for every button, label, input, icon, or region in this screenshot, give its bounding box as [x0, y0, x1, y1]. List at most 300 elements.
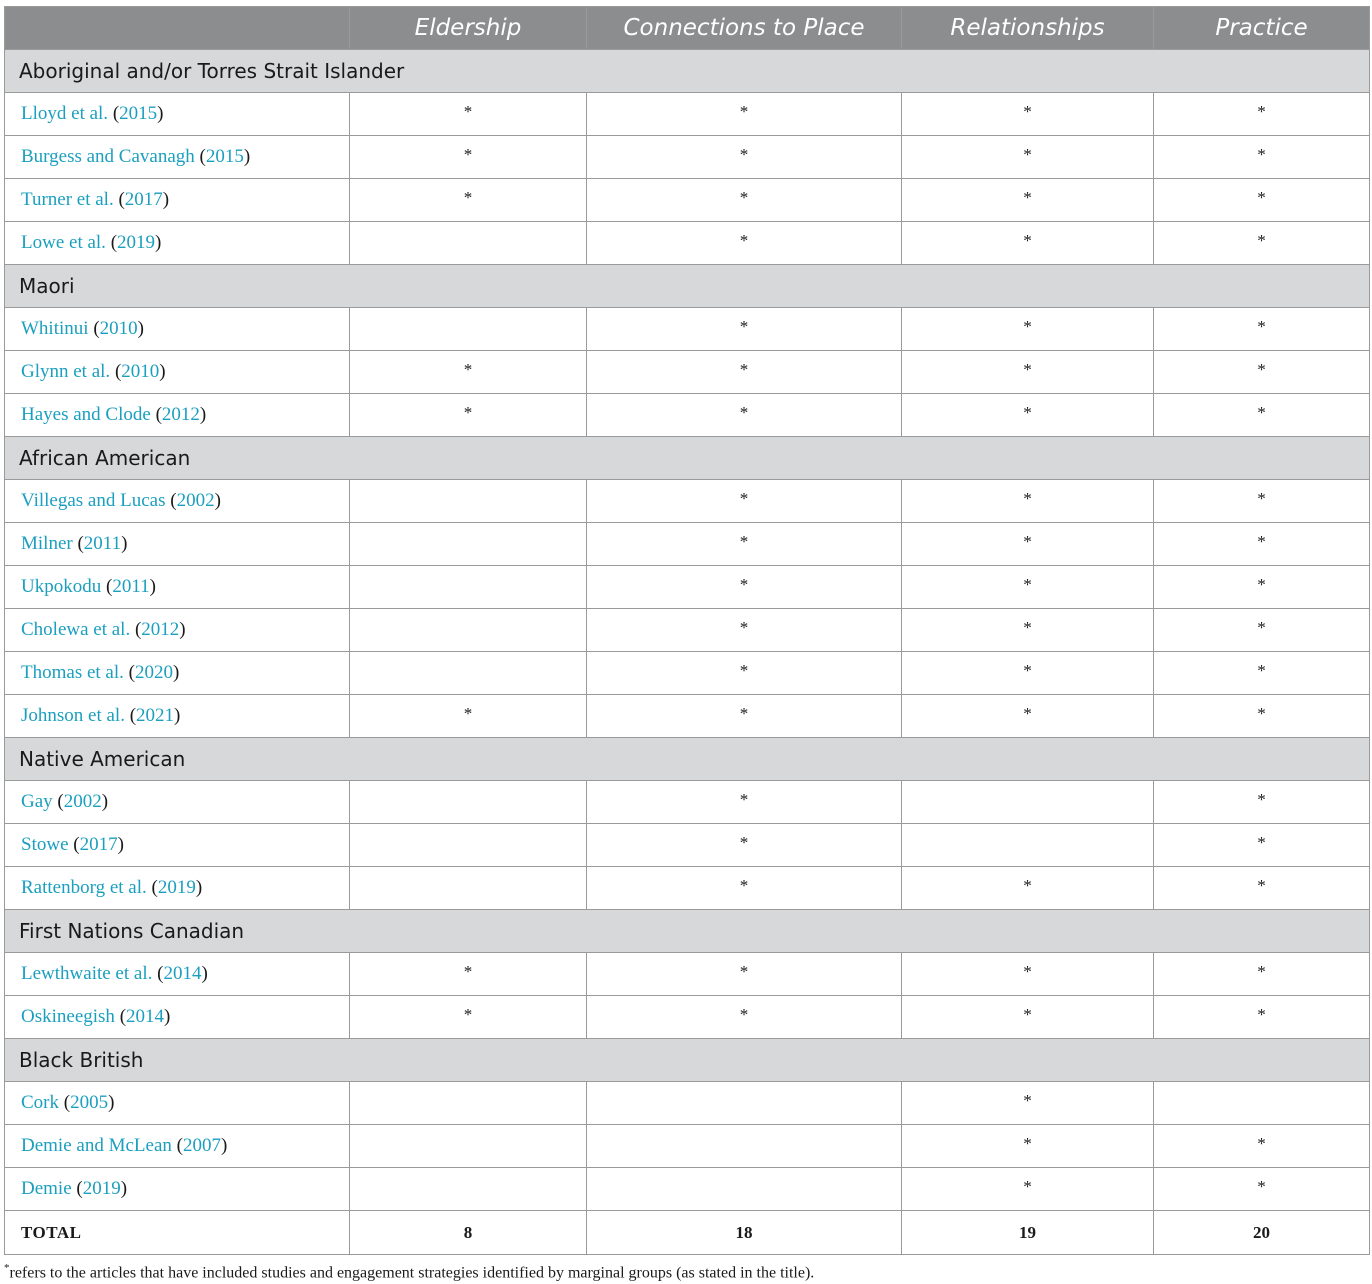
mark-cell	[350, 609, 587, 652]
citation-year-link[interactable]: 2020	[134, 662, 173, 683]
asterisk-mark: *	[739, 962, 749, 981]
citation-cell	[5, 609, 350, 652]
group-header-row	[5, 265, 1370, 308]
mark-cell	[1154, 1082, 1370, 1125]
asterisk-mark: *	[1023, 403, 1032, 422]
paren-close: )	[199, 404, 207, 425]
citation-cell	[5, 1082, 350, 1125]
paren-close: )	[157, 103, 164, 124]
citation-year-link[interactable]: 2017	[124, 189, 163, 210]
asterisk-mark: *	[1257, 489, 1266, 508]
table-row	[5, 308, 1370, 351]
mark-cell	[350, 781, 587, 824]
paren-open: (	[59, 1092, 71, 1113]
asterisk-mark: *	[739, 790, 749, 809]
total-value: 18	[587, 1211, 902, 1255]
citation-author-link[interactable]: Ukpokodu	[21, 576, 102, 597]
mark-cell	[350, 179, 587, 222]
asterisk-mark: *	[1257, 661, 1266, 680]
paren-open: (	[150, 404, 162, 425]
table-row	[5, 609, 1370, 652]
asterisk-mark: *	[1257, 231, 1266, 250]
paren-open: (	[113, 189, 125, 210]
citation-cell	[5, 867, 350, 910]
mark-cell	[350, 308, 587, 351]
table-row	[5, 695, 1370, 738]
total-value: 19	[902, 1211, 1154, 1255]
paren-open: (	[114, 1006, 127, 1027]
citation-year-link[interactable]: 2019	[117, 232, 156, 253]
mark-cell	[350, 566, 587, 609]
total-value: 8	[350, 1211, 587, 1255]
mark-cell	[902, 394, 1154, 437]
mark-cell	[350, 351, 587, 394]
mark-cell	[1154, 136, 1370, 179]
table-row	[5, 1125, 1370, 1168]
mark-cell	[587, 695, 902, 738]
citation-author-link[interactable]: Cork	[21, 1092, 59, 1113]
table-row	[5, 996, 1370, 1039]
mark-cell	[902, 179, 1154, 222]
citation-cell	[5, 566, 350, 609]
mark-cell	[587, 136, 902, 179]
asterisk-mark: *	[1257, 575, 1266, 594]
mark-cell	[587, 93, 902, 136]
citation-author-link[interactable]: Lewthwaite et al.	[21, 963, 153, 984]
asterisk-mark: *	[1023, 489, 1032, 508]
asterisk-mark: *	[1023, 360, 1032, 379]
mark-cell	[587, 308, 902, 351]
mark-cell	[587, 566, 902, 609]
citation-cell	[5, 695, 350, 738]
citation-cell	[5, 824, 350, 867]
group-header-row	[5, 910, 1370, 953]
asterisk-mark: *	[1257, 1177, 1266, 1196]
paren-open: (	[71, 1178, 83, 1199]
total-value: 20	[1154, 1211, 1370, 1255]
citation-cell	[5, 136, 350, 179]
mark-cell	[1154, 781, 1370, 824]
citation-cell	[5, 394, 350, 437]
mark-cell	[587, 953, 902, 996]
mark-cell	[350, 1125, 587, 1168]
table-row	[5, 394, 1370, 437]
mark-cell	[902, 824, 1154, 867]
paren-close: )	[243, 146, 251, 167]
mark-cell	[587, 1082, 902, 1125]
mark-cell	[350, 136, 587, 179]
asterisk-mark: *	[1023, 532, 1032, 551]
citation-cell	[5, 953, 350, 996]
table-row	[5, 222, 1370, 265]
asterisk-mark: *	[1257, 532, 1266, 551]
mark-cell	[902, 867, 1154, 910]
mark-cell	[902, 480, 1154, 523]
asterisk-mark: *	[739, 403, 749, 422]
mark-cell	[587, 1125, 902, 1168]
citation-author-link[interactable]: Glynn et al.	[21, 361, 111, 382]
mark-cell	[902, 1168, 1154, 1211]
asterisk-mark: *	[1023, 661, 1032, 680]
asterisk-mark: *	[463, 403, 473, 422]
mark-cell	[350, 867, 587, 910]
citation-author-link[interactable]: Rattenborg et al.	[21, 877, 147, 898]
citation-year-link[interactable]: 2011	[112, 576, 150, 597]
citation-cell	[5, 93, 350, 136]
paren-close: )	[159, 361, 166, 382]
table-row	[5, 781, 1370, 824]
paren-close: )	[108, 1092, 115, 1113]
paren-close: )	[164, 1006, 171, 1027]
footnote-text: refers to the articles that have included studies and engagement strategies identified by marginal groups (as stated in the title).	[9, 1264, 815, 1282]
asterisk-mark: *	[739, 575, 749, 594]
citation-year-link[interactable]: 2002	[176, 490, 215, 511]
asterisk-mark: *	[739, 532, 749, 551]
table-row	[5, 179, 1370, 222]
paren-close: )	[174, 705, 181, 726]
asterisk-mark: *	[739, 231, 749, 250]
citation-author-link[interactable]: Milner	[21, 533, 73, 554]
asterisk-mark: *	[739, 317, 749, 336]
citation-cell	[5, 480, 350, 523]
paren-close: )	[201, 963, 208, 984]
mark-cell	[902, 351, 1154, 394]
citation-year-link[interactable]: 2014	[126, 1006, 165, 1027]
mark-cell	[350, 1082, 587, 1125]
citation-year-link[interactable]: 2021	[136, 705, 175, 726]
asterisk-mark: *	[1023, 317, 1032, 336]
paren-close: )	[172, 662, 180, 683]
mark-cell	[1154, 824, 1370, 867]
mark-cell	[587, 394, 902, 437]
citation-cell	[5, 781, 350, 824]
group-name: Black British	[5, 1039, 1370, 1082]
mark-cell	[350, 523, 587, 566]
mark-cell	[902, 222, 1154, 265]
mark-cell	[1154, 179, 1370, 222]
mark-cell	[350, 996, 587, 1039]
asterisk-mark: *	[1257, 790, 1266, 809]
mark-cell	[1154, 1125, 1370, 1168]
asterisk-mark: *	[739, 876, 749, 895]
paren-open: (	[88, 318, 100, 339]
mark-cell	[587, 996, 902, 1039]
asterisk-mark: *	[739, 489, 749, 508]
citation-year-link[interactable]: 2012	[141, 619, 180, 640]
asterisk-mark: *	[1257, 876, 1266, 895]
group-header-row	[5, 1039, 1370, 1082]
asterisk-mark: *	[739, 1005, 749, 1024]
mark-cell	[902, 523, 1154, 566]
paren-close: )	[117, 834, 124, 855]
asterisk-mark: *	[739, 661, 749, 680]
table-header	[5, 7, 1370, 50]
table-row	[5, 523, 1370, 566]
paren-close: )	[195, 877, 203, 898]
paren-close: )	[214, 490, 221, 511]
table-row	[5, 953, 1370, 996]
paren-open: (	[72, 533, 84, 554]
mark-cell	[1154, 652, 1370, 695]
mark-cell	[350, 394, 587, 437]
header-connections-to-place: Connections to Place	[587, 7, 902, 50]
paren-open: (	[130, 619, 142, 640]
asterisk-mark: *	[463, 188, 473, 207]
citation-author-link[interactable]: Whitinui	[21, 318, 89, 339]
asterisk-mark: *	[739, 833, 749, 852]
table-row	[5, 93, 1370, 136]
asterisk-mark: *	[1257, 704, 1266, 723]
citation-cell	[5, 308, 350, 351]
paren-close: )	[137, 318, 144, 339]
citation-author-link[interactable]: Lloyd et al.	[21, 103, 109, 124]
header-relationships: Relationships	[902, 7, 1154, 50]
mark-cell	[350, 93, 587, 136]
mark-cell	[1154, 695, 1370, 738]
results-table	[4, 6, 1370, 1255]
citation-author-link[interactable]: Johnson et al.	[21, 705, 125, 726]
table-body	[5, 50, 1370, 1255]
paren-open: (	[152, 963, 164, 984]
mark-cell	[587, 222, 902, 265]
citation-author-link[interactable]: Lowe et al.	[21, 232, 106, 253]
mark-cell	[1154, 222, 1370, 265]
asterisk-mark: *	[463, 102, 473, 121]
paren-close: )	[179, 619, 186, 640]
citation-author-link[interactable]: Gay	[21, 791, 53, 812]
footnote-symbol: *	[4, 1262, 10, 1274]
paren-open: (	[123, 662, 135, 683]
citation-cell	[5, 351, 350, 394]
table-row	[5, 652, 1370, 695]
mark-cell	[587, 609, 902, 652]
mark-cell	[902, 566, 1154, 609]
mark-cell	[902, 953, 1154, 996]
paren-close: )	[220, 1135, 228, 1156]
mark-cell	[587, 523, 902, 566]
group-name: First Nations Canadian	[5, 910, 1370, 953]
asterisk-mark: *	[1257, 403, 1266, 422]
mark-cell	[350, 222, 587, 265]
mark-cell	[587, 867, 902, 910]
mark-cell	[902, 652, 1154, 695]
asterisk-mark: *	[1257, 962, 1266, 981]
paren-open: (	[171, 1135, 183, 1156]
mark-cell	[902, 695, 1154, 738]
paren-close: )	[121, 533, 128, 554]
citation-cell	[5, 222, 350, 265]
paren-open: (	[52, 791, 64, 812]
mark-cell	[902, 93, 1154, 136]
mark-cell	[587, 480, 902, 523]
citation-year-link[interactable]: 2005	[70, 1092, 109, 1113]
paren-open: (	[165, 490, 177, 511]
mark-cell	[1154, 566, 1370, 609]
paren-close: )	[149, 576, 156, 597]
mark-cell	[1154, 609, 1370, 652]
asterisk-mark: *	[463, 360, 473, 379]
paren-open: (	[105, 232, 118, 253]
table-row	[5, 351, 1370, 394]
citation-author-link[interactable]: Stowe	[21, 834, 69, 855]
asterisk-mark: *	[739, 704, 749, 723]
mark-cell	[587, 824, 902, 867]
paren-open: (	[146, 877, 158, 898]
group-name: Native American	[5, 738, 1370, 781]
mark-cell	[1154, 867, 1370, 910]
citation-year-link[interactable]: 2010	[99, 318, 138, 339]
mark-cell	[1154, 308, 1370, 351]
table-row	[5, 566, 1370, 609]
citation-cell	[5, 179, 350, 222]
footnote	[4, 1262, 814, 1282]
citation-author-link[interactable]: Villegas and Lucas	[21, 490, 166, 511]
mark-cell	[587, 781, 902, 824]
table-row	[5, 480, 1370, 523]
citation-year-link[interactable]: 2012	[161, 404, 200, 425]
citation-author-link[interactable]: Demie and McLean	[21, 1135, 172, 1156]
mark-cell	[902, 136, 1154, 179]
paren-open: (	[108, 103, 120, 124]
asterisk-mark: *	[1257, 145, 1266, 164]
citation-author-link[interactable]: Oskineegish	[21, 1006, 115, 1027]
asterisk-mark: *	[463, 962, 473, 981]
asterisk-mark: *	[1257, 833, 1266, 852]
table-row	[5, 1082, 1370, 1125]
citation-cell	[5, 523, 350, 566]
paren-open: (	[194, 146, 206, 167]
asterisk-mark: *	[1023, 1134, 1032, 1153]
mark-cell	[1154, 996, 1370, 1039]
group-header-row	[5, 437, 1370, 480]
citation-year-link[interactable]: 2015	[205, 146, 244, 167]
paren-close: )	[162, 189, 170, 210]
mark-cell	[902, 1125, 1154, 1168]
citation-cell	[5, 1168, 350, 1211]
mark-cell	[902, 609, 1154, 652]
asterisk-mark: *	[739, 360, 749, 379]
asterisk-mark: *	[1023, 145, 1032, 164]
asterisk-mark: *	[1023, 1091, 1032, 1110]
asterisk-mark: *	[1023, 188, 1032, 207]
group-name: Aboriginal and/or Torres Strait Islander	[5, 50, 1370, 93]
asterisk-mark: *	[1023, 231, 1032, 250]
mark-cell	[350, 652, 587, 695]
asterisk-mark: *	[1257, 188, 1266, 207]
mark-cell	[1154, 1168, 1370, 1211]
group-header-row	[5, 50, 1370, 93]
mark-cell	[350, 1168, 587, 1211]
mark-cell	[902, 308, 1154, 351]
citation-cell	[5, 652, 350, 695]
citation-year-link[interactable]: 2019	[82, 1178, 121, 1199]
asterisk-mark: *	[1257, 102, 1266, 121]
mark-cell	[587, 179, 902, 222]
asterisk-mark: *	[1023, 704, 1032, 723]
citation-year-link[interactable]: 2019	[157, 877, 196, 898]
mark-cell	[1154, 480, 1370, 523]
table-row	[5, 1168, 1370, 1211]
mark-cell	[587, 1168, 902, 1211]
paren-open: (	[124, 705, 137, 726]
citation-author-link[interactable]: Cholewa et al.	[21, 619, 131, 640]
table-row	[5, 136, 1370, 179]
total-label: TOTAL	[5, 1211, 350, 1255]
paren-open: (	[110, 361, 122, 382]
table-row	[5, 867, 1370, 910]
table-row	[5, 824, 1370, 867]
asterisk-mark: *	[463, 1005, 473, 1024]
asterisk-mark: *	[463, 704, 473, 723]
mark-cell	[350, 480, 587, 523]
citation-author-link[interactable]: Burgess and Cavanagh	[21, 146, 195, 167]
paren-open: (	[101, 576, 113, 597]
mark-cell	[350, 953, 587, 996]
paren-close: )	[101, 791, 109, 812]
asterisk-mark: *	[1257, 317, 1266, 336]
header-practice: Practice	[1154, 7, 1370, 50]
mark-cell	[350, 695, 587, 738]
asterisk-mark: *	[739, 145, 749, 164]
citation-year-link[interactable]: 2017	[79, 834, 118, 855]
paren-close: )	[155, 232, 162, 253]
asterisk-mark: *	[1023, 1177, 1032, 1196]
citation-year-link[interactable]: 2007	[182, 1135, 221, 1156]
citation-cell	[5, 996, 350, 1039]
total-row	[5, 1211, 1370, 1255]
mark-cell	[1154, 93, 1370, 136]
citation-year-link[interactable]: 2011	[83, 533, 122, 554]
mark-cell	[902, 996, 1154, 1039]
group-name: Maori	[5, 265, 1370, 308]
mark-cell	[1154, 523, 1370, 566]
mark-cell	[587, 351, 902, 394]
citation-year-link[interactable]: 2014	[163, 963, 202, 984]
asterisk-mark: *	[1257, 1134, 1266, 1153]
asterisk-mark: *	[1023, 876, 1032, 895]
citation-author-link[interactable]: Demie	[21, 1178, 72, 1199]
asterisk-mark: *	[739, 188, 749, 207]
citation-author-link[interactable]: Thomas et al.	[21, 662, 124, 683]
citation-year-link[interactable]: 2010	[121, 361, 160, 382]
mark-cell	[1154, 953, 1370, 996]
citation-author-link[interactable]: Hayes and Clode	[21, 404, 151, 425]
group-name: African American	[5, 437, 1370, 480]
asterisk-mark: *	[1257, 1005, 1266, 1024]
mark-cell	[1154, 394, 1370, 437]
mark-cell	[1154, 351, 1370, 394]
citation-cell	[5, 1125, 350, 1168]
mark-cell	[902, 781, 1154, 824]
asterisk-mark: *	[1023, 1005, 1032, 1024]
citation-year-link[interactable]: 2002	[63, 791, 102, 812]
asterisk-mark: *	[739, 102, 749, 121]
asterisk-mark: *	[739, 618, 749, 637]
mark-cell	[350, 824, 587, 867]
asterisk-mark: *	[1257, 360, 1266, 379]
asterisk-mark: *	[1023, 102, 1032, 121]
citation-year-link[interactable]: 2015	[119, 103, 158, 124]
group-header-row	[5, 738, 1370, 781]
asterisk-mark: *	[1257, 618, 1266, 637]
asterisk-mark: *	[1023, 575, 1032, 594]
citation-author-link[interactable]: Turner et al.	[21, 189, 114, 210]
header-blank	[5, 7, 350, 50]
asterisk-mark: *	[1023, 962, 1032, 981]
mark-cell	[902, 1082, 1154, 1125]
asterisk-mark: *	[463, 145, 473, 164]
paren-close: )	[120, 1178, 128, 1199]
